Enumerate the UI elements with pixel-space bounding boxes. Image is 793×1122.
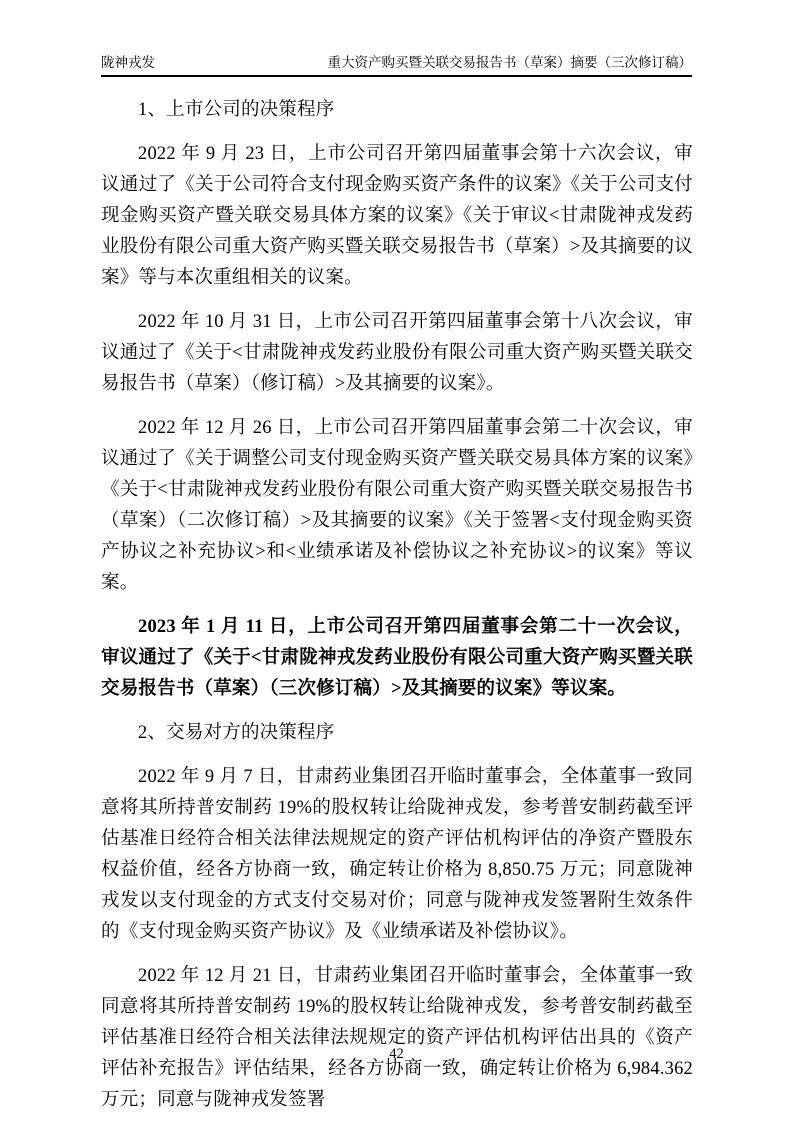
page-footer — [0, 1046, 793, 1062]
paragraph-counterparty-meeting-2022-12-21: 2022 年 12 月 21 日，甘肃药业集团召开临时董事会，全体董事一致同意将其所持普安制药 19%的股权转让给陇神戎发，参考普安制药截至评估基准日经符合相关法律法规规定的资产评估机构评估出具的《资产评估补充报告》评估结果，经各方协商一致，确定转让价格为 6,984.362 万元；同意与陇神戎发签署 — [101, 966, 693, 1110]
paragraph-board-meeting-2023-01-11: 2023 年 1 月 11 日，上市公司召开第四届董事会第二十一次会议，审议通过了《关于<甘肃陇神戎发药业股份有限公司重大资产购买暨关联交易报告书（草案）（三次修订稿）>及其摘要的议案》等议案。 — [101, 617, 693, 699]
header-document-title: 重大资产购买暨关联交易报告书（草案）摘要（三次修订稿） — [327, 55, 692, 70]
paragraph-board-meeting-2022-10-31: 2022 年 10 月 31 日，上市公司召开第四届董事会第十八次会议，审议通过了《关于<甘肃陇神戎发药业股份有限公司重大资产购买暨关联交易报告书（草案）（修订稿）>及其摘要的议案》。 — [101, 312, 693, 394]
paragraph-board-meeting-2022-12-26: 2022 年 12 月 26 日，上市公司召开第四届董事会第二十次会议，审议通过了《关于调整公司支付现金购买资产暨关联交易具体方案的议案》《关于<甘肃陇神戎发药业股份有限公司重大资产购买暨关联交易报告书（草案）（二次修订稿）>及其摘要的议案》《关于签署<支付现金购买资产协议之补充协议>和<业绩承诺及补偿协议之补充协议>的议案》等议案。 — [101, 418, 693, 593]
section-heading-counterparty-procedure: 2、交易对方的决策程序 — [138, 723, 335, 743]
page-number: 42 — [389, 1046, 404, 1062]
header-company-name: 陇神戎发 — [101, 55, 155, 70]
paragraph-board-meeting-2022-09-23: 2022 年 9 月 23 日，上市公司召开第四届董事会第十六次会议，审议通过了《关于公司符合支付现金购买资产条件的议案》《关于公司支付现金购买资产暨关联交易具体方案的议案》《关于审议<甘肃陇神戎发药业股份有限公司重大资产购买暨关联交易报告书（草案）>及其摘要的议案》等与本次重组相关的议案。 — [101, 144, 693, 288]
page-header — [101, 54, 692, 77]
paragraph-counterparty-meeting-2022-09-07: 2022 年 9 月 7 日，甘肃药业集团召开临时董事会，全体董事一致同意将其所持普安制药 19%的股权转让给陇神戎发，参考普安制药截至评估基准日经符合相关法律法规规定的资产评估机构评估的净资产暨股东权益价值，经各方协商一致，确定转让价格为 8,850.75 万元；同意陇神戎发以支付现金的方式支付交易对价；同意与陇神戎发签署附生效条件的《支付现金购买资产协议》及《业绩承诺及补偿协议》。 — [101, 767, 693, 942]
document-body — [101, 95, 693, 1116]
section-heading-listed-company-procedure: 1、上市公司的决策程序 — [138, 100, 335, 120]
